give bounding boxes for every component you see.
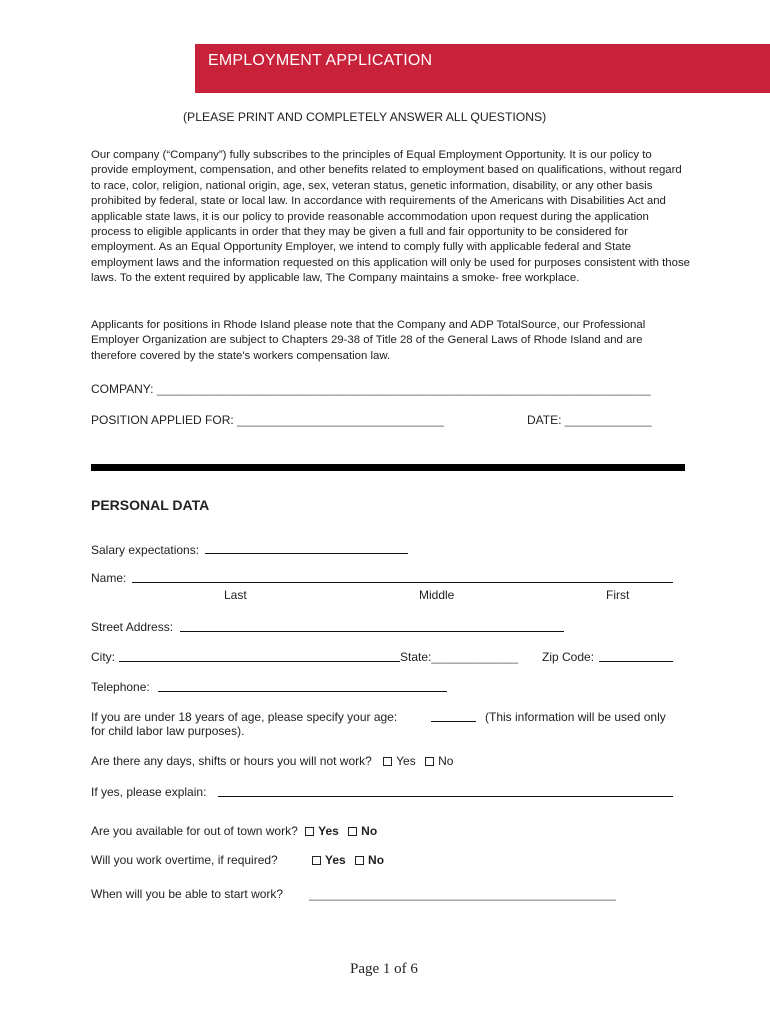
city-input-line[interactable]	[119, 661, 400, 662]
days-shifts-question	[91, 754, 453, 768]
company-input-line[interactable]: __________________________________________________________________________	[156, 382, 651, 396]
overtime-no-option[interactable]	[355, 853, 384, 867]
start-work-question: When will you be able to start work?	[91, 887, 284, 901]
street-address-input-line[interactable]	[180, 631, 564, 632]
date-label: DATE:	[527, 413, 562, 427]
eeo-paragraph: Our company (“Company”) fully subscribes to the principles of Equal Employment Opportunity. It is our policy to provide employment, compensation, and other benefits related to employment based on qualifications, without regard to race, color, religion, national origin, age, sex, veteran status, genetic information, disability, or any other basis prohibited by federal, state or local law. In accordance with requirements of the Americans with Disabilities Act and applicable state laws, it is our policy to provide reasonable accommodation upon request during the application process to eligible applicants in order that they may be given a full and fair opportunity to be considered for employment. As an Equal Opportunity Employer, we intend to comply fully with applicable federal and State employment laws and the information requested on this application will only be used for purposes consistent with those laws. To the extent required by applicable law, The Company maintains a smoke- free workplace.	[91, 149, 690, 285]
rhode-island-paragraph: Applicants for positions in Rhode Island please note that the Company and ADP TotalSource, our Professional Employer Organization are subject to Chapters 29-38 of Title 28 of the General Laws of Rhode Island and are therefore covered by the state's workers compensation law.	[91, 319, 646, 362]
section-divider	[91, 464, 685, 471]
out-of-town-no-option[interactable]	[348, 824, 377, 838]
days-yes-option[interactable]	[383, 754, 416, 768]
instruction-text: (PLEASE PRINT AND COMPLETELY ANSWER ALL QUESTIONS)	[183, 110, 547, 124]
age-note: (This information will be used only	[485, 710, 666, 724]
date-field	[527, 413, 652, 427]
start-work-input-line[interactable]: ______________________________________________	[309, 887, 616, 901]
days-shifts-text: Are there any days, shifts or hours you will not work?	[91, 754, 372, 768]
explain-input-line[interactable]	[218, 796, 673, 797]
name-last-caption: Last	[224, 588, 247, 602]
days-yes-label: Yes	[396, 754, 416, 768]
date-input-line[interactable]: _____________	[564, 413, 652, 427]
days-no-label: No	[438, 754, 454, 768]
days-no-option[interactable]	[425, 754, 453, 768]
overtime-yes-option[interactable]	[312, 853, 346, 867]
overtime-yes-label: Yes	[325, 853, 346, 867]
name-label: Name:	[91, 571, 127, 585]
company-field	[91, 382, 651, 396]
zip-input-line[interactable]	[599, 661, 673, 662]
overtime-options	[312, 853, 384, 867]
out-of-town-question	[91, 824, 377, 838]
checkbox-icon[interactable]	[383, 757, 392, 766]
age-note-continued: for child labor law purposes).	[91, 724, 245, 738]
checkbox-icon[interactable]	[425, 757, 434, 766]
company-label: COMPANY:	[91, 382, 154, 396]
salary-label: Salary expectations:	[91, 543, 200, 557]
checkbox-icon[interactable]	[312, 856, 321, 865]
state-input-line[interactable]: _____________	[431, 650, 519, 664]
overtime-no-label: No	[368, 853, 385, 867]
salary-input-line[interactable]	[205, 553, 408, 554]
page-number: Page 1 of 6	[350, 961, 418, 977]
checkbox-icon[interactable]	[305, 827, 314, 836]
telephone-input-line[interactable]	[158, 691, 447, 692]
city-label: City:	[91, 650, 115, 664]
age-input-line[interactable]	[431, 721, 476, 722]
position-label: POSITION APPLIED FOR:	[91, 413, 234, 427]
telephone-label: Telephone:	[91, 680, 150, 694]
state-label: State:	[400, 650, 432, 664]
title-banner	[195, 44, 770, 93]
age-question: If you are under 18 years of age, please specify your age:	[91, 710, 398, 724]
out-of-town-text: Are you available for out of town work?	[91, 824, 298, 838]
checkbox-icon[interactable]	[348, 827, 357, 836]
personal-data-heading: PERSONAL DATA	[91, 497, 210, 513]
out-of-town-no-label: No	[361, 824, 378, 838]
state-field	[400, 650, 518, 664]
zip-label: Zip Code:	[542, 650, 595, 664]
position-input-line[interactable]: _______________________________	[237, 413, 444, 427]
street-address-label: Street Address:	[91, 620, 174, 634]
name-input-line[interactable]	[132, 582, 673, 583]
out-of-town-yes-label: Yes	[318, 824, 339, 838]
form-title: EMPLOYMENT APPLICATION	[208, 52, 433, 69]
position-field	[91, 413, 444, 427]
name-middle-caption: Middle	[419, 588, 455, 602]
name-first-caption: First	[606, 588, 630, 602]
explain-label: If yes, please explain:	[91, 785, 207, 799]
out-of-town-yes-option[interactable]	[305, 824, 339, 838]
overtime-question: Will you work overtime, if required?	[91, 853, 278, 867]
checkbox-icon[interactable]	[355, 856, 364, 865]
